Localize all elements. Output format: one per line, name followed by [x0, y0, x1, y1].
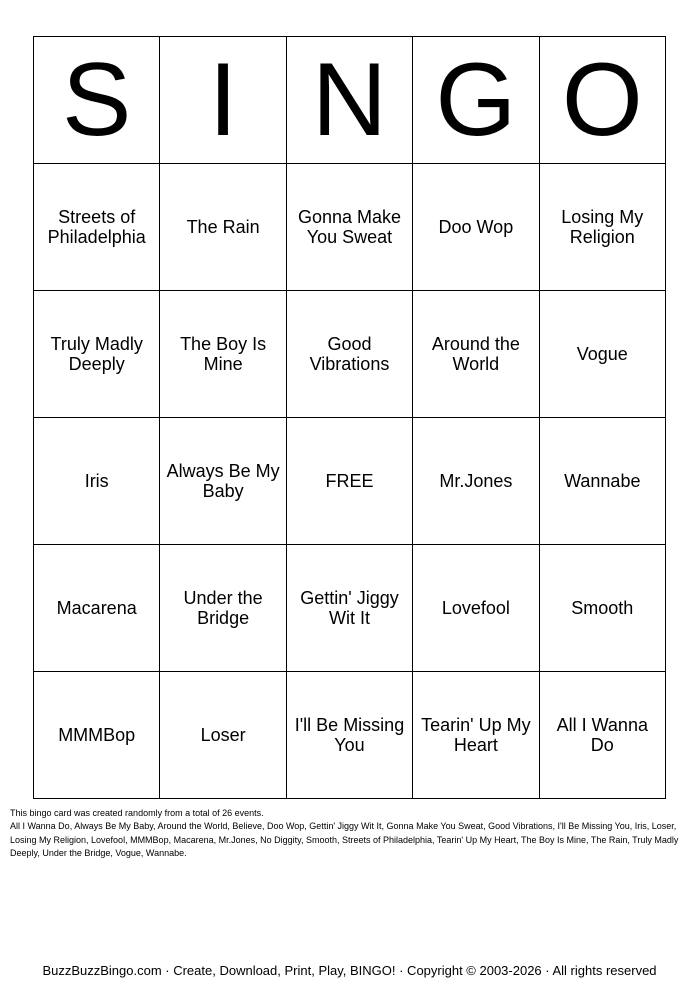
header-letter-g: G	[413, 37, 539, 164]
bingo-cell: Streets of Philadelphia	[34, 164, 160, 291]
header-row	[34, 37, 666, 164]
bingo-cell: Lovefool	[413, 545, 539, 672]
bingo-cell: Iris	[34, 418, 160, 545]
card-info-intro: This bingo card was created randomly from a total of 26 events.	[10, 808, 264, 818]
bingo-cell: Around the World	[413, 291, 539, 418]
event-list: All I Wanna Do, Always Be My Baby, Around the World, Believe, Doo Wop, Gettin' Jiggy Wit It, Gonna Make You Sweat, Good Vibrations, I'll Be Missing You, Iris, Loser, Losing My Religion, Lovefool, MMMBop, Macarena, Mr.Jones, No Diggity, Smooth, Streets of Philadelphia, Tearin' Up My Heart, The Boy Is Mine, The Rain, Truly Madly Deeply, Under the Bridge, Vogue, Wannabe.	[10, 821, 679, 858]
header-letter-s: S	[34, 37, 160, 164]
bingo-cell: Mr.Jones	[413, 418, 539, 545]
bingo-cell: Good Vibrations	[286, 291, 412, 418]
bingo-cell: Doo Wop	[413, 164, 539, 291]
card-row	[34, 672, 666, 799]
copyright-footer: BuzzBuzzBingo.com · Create, Download, Print, Play, BINGO! · Copyright © 2003-2026 · All rights reserved	[42, 963, 657, 978]
card-info-note	[10, 807, 692, 860]
free-space-cell: FREE	[286, 418, 412, 545]
bingo-card	[33, 36, 666, 799]
bingo-cell: Vogue	[539, 291, 665, 418]
bingo-cell: Always Be My Baby	[160, 418, 286, 545]
bingo-cell: The Rain	[160, 164, 286, 291]
bingo-cell: Truly Madly Deeply	[34, 291, 160, 418]
header-letter-n: N	[286, 37, 412, 164]
card-row	[34, 291, 666, 418]
bingo-cell: MMMBop	[34, 672, 160, 799]
card-row	[34, 418, 666, 545]
bingo-cell: Macarena	[34, 545, 160, 672]
bingo-cell: Losing My Religion	[539, 164, 665, 291]
bingo-cell: Under the Bridge	[160, 545, 286, 672]
bingo-cell: I'll Be Missing You	[286, 672, 412, 799]
header-letter-o: O	[539, 37, 665, 164]
card-row	[34, 164, 666, 291]
bingo-cell: The Boy Is Mine	[160, 291, 286, 418]
bingo-cell: Wannabe	[539, 418, 665, 545]
bingo-cell: Loser	[160, 672, 286, 799]
bingo-cell: Smooth	[539, 545, 665, 672]
header-letter-i: I	[160, 37, 286, 164]
bingo-cell: Tearin' Up My Heart	[413, 672, 539, 799]
card-row	[34, 545, 666, 672]
bingo-cell: Gettin' Jiggy Wit It	[286, 545, 412, 672]
bingo-cell: Gonna Make You Sweat	[286, 164, 412, 291]
bingo-cell: All I Wanna Do	[539, 672, 665, 799]
